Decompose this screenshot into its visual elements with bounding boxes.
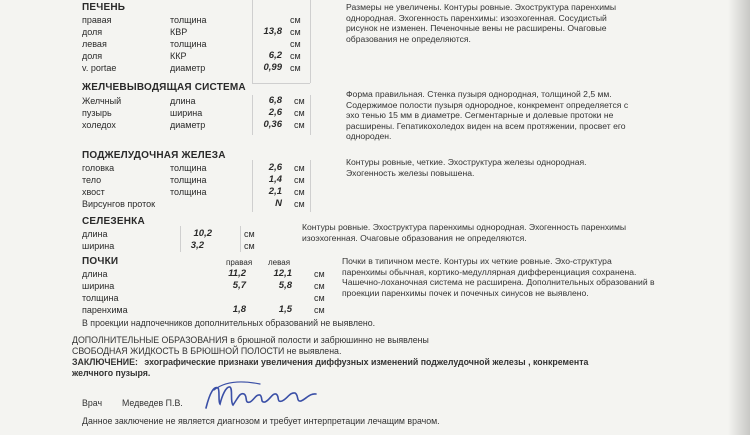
row-unit: см <box>294 120 305 130</box>
desc-line: Форма правильная. Стенка пузыря однородная, толщиной 2,5 мм. <box>346 89 612 99</box>
biliary-title: ЖЕЛЧЕВЫВОДЯЩАЯ СИСТЕМА <box>82 82 246 93</box>
row-param: диаметр <box>170 63 206 73</box>
grid-line <box>252 83 310 84</box>
pancreas-description <box>346 157 726 178</box>
row-value: 6,2 <box>268 50 282 61</box>
desc-line: изоэхогенная. Очаговые образования не определяются. <box>302 232 527 243</box>
row-name: правая <box>82 15 112 25</box>
adrenals-text: В проекции надпочечников дополнительных образований не выявлено. <box>82 318 376 328</box>
row-unit: см <box>314 305 325 315</box>
row-param: толщина <box>170 163 207 173</box>
row-unit: см <box>294 163 305 173</box>
row-unit: см <box>314 281 325 291</box>
row-param: толщина <box>170 39 207 49</box>
row-param: толщина <box>170 15 207 25</box>
kidneys-title: ПОЧКИ <box>82 256 119 267</box>
row-value: 0,99 <box>263 62 282 73</box>
spleen-table <box>82 229 262 253</box>
conclusion-text-2: желчного пузыря. <box>72 368 151 378</box>
row-value-left: 1,5 <box>278 304 292 315</box>
desc-line: однороден. <box>346 131 392 142</box>
row-name: головка <box>82 163 115 173</box>
row-value: 6,8 <box>268 95 282 106</box>
desc-line: Почки в типичном месте. Контуры их четкие ровные. Эхо-структура <box>342 256 612 266</box>
row-unit: см <box>294 187 305 197</box>
row-param: толщина <box>170 187 207 197</box>
row-value: 3,2 <box>190 240 204 251</box>
spleen-title: СЕЛЕЗЕНКА <box>82 216 145 227</box>
row-name: длина <box>82 229 108 239</box>
row-value: 2,6 <box>268 107 282 118</box>
row-unit: см <box>294 108 305 118</box>
row-param: длина <box>170 96 196 106</box>
biliary-table <box>82 96 312 132</box>
row-param: КВР <box>170 27 188 37</box>
row-value: 2,6 <box>268 162 282 173</box>
row-value-right: 5,7 <box>232 280 246 291</box>
row-unit: см <box>314 269 325 279</box>
signature-image <box>200 378 330 414</box>
kidneys-description <box>342 256 732 298</box>
row-name: доля <box>82 51 103 61</box>
pancreas-title: ПОДЖЕЛУДОЧНАЯ ЖЕЛЕЗА <box>82 150 226 161</box>
row-name: Вирсунгов проток <box>82 199 156 209</box>
row-name: v. portae <box>82 63 117 73</box>
row-name: тело <box>82 175 102 185</box>
row-unit: см <box>294 199 305 209</box>
row-unit: см <box>294 96 305 106</box>
page-edge-shadow <box>728 0 750 435</box>
kidneys-col-left: левая <box>268 258 291 267</box>
row-name: доля <box>82 27 103 37</box>
row-value: 1,4 <box>268 174 282 185</box>
row-unit: см <box>290 15 301 25</box>
row-value: N <box>275 198 282 209</box>
desc-line: Эхогенность железы повышена. <box>346 167 475 178</box>
conclusion-text: эхографические признаки увеличения диффузных изменений поджелудочной железы , конкремента <box>144 357 589 367</box>
signature-stroke <box>206 387 316 408</box>
row-name: паренхима <box>82 305 128 315</box>
row-name: ширина <box>82 281 115 291</box>
desc-line: Контуры ровные, четкие. Эхоструктура железы однородная. <box>346 157 587 167</box>
row-name: Желчный <box>82 96 122 106</box>
desc-line: расширены. Гепатикохоледох виден на всем протяжении, просвет его <box>346 120 626 131</box>
row-unit: см <box>290 51 301 61</box>
row-value: 13,8 <box>263 26 282 37</box>
row-unit: см <box>244 241 255 251</box>
row-name: длина <box>82 269 108 279</box>
row-unit: см <box>290 27 301 37</box>
conclusion <box>72 357 588 368</box>
extra-line-2: СВОБОДНАЯ ЖИДКОСТЬ В БРЮШНОЙ ПОЛОСТИ не выявлена. <box>72 346 342 356</box>
row-unit: см <box>290 63 301 73</box>
footer-note: Данное заключение не является диагнозом и требует интерпретации лечащим врачом. <box>82 416 440 426</box>
row-unit: см <box>294 175 305 185</box>
row-value: 0,36 <box>263 119 282 130</box>
conclusion-label: ЗАКЛЮЧЕНИЕ: <box>72 357 138 367</box>
spleen-description <box>302 222 722 243</box>
kidneys-table <box>82 269 332 317</box>
desc-line: рисунок не изменен. Печеночные вены не расширены. Очаговые <box>346 23 607 34</box>
row-value-left: 12,1 <box>273 268 292 279</box>
row-unit: см <box>244 229 255 239</box>
row-name: левая <box>82 39 107 49</box>
liver-title: ПЕЧЕНЬ <box>82 2 126 13</box>
desc-line: образования не определяются. <box>346 33 471 44</box>
row-value: 10,2 <box>193 228 212 239</box>
doctor-label: Врач <box>82 398 103 408</box>
desc-line: проекции паренхимы почек и почечных синусов не выявлено. <box>342 287 589 298</box>
desc-line: паренхимы обычная, кортико-медуллярная дифференциация сохранена. <box>342 266 637 277</box>
row-name: холедох <box>82 120 116 130</box>
row-param: диаметр <box>170 120 206 130</box>
desc-line: Чашечно-лоханочная система не расширена. Дополнительных образований в <box>342 277 655 288</box>
kidneys-col-right: правая <box>226 258 253 267</box>
row-name: толщина <box>82 293 119 303</box>
liver-table <box>82 15 312 77</box>
row-param: толщина <box>170 175 207 185</box>
doctor-name: Медведев П.В. <box>122 398 183 408</box>
desc-line: Размеры не увеличены. Контуры ровные. Эхоструктура паренхимы <box>346 2 617 12</box>
row-unit: см <box>314 293 325 303</box>
row-name: ширина <box>82 241 115 251</box>
row-value-right: 11,2 <box>228 268 246 279</box>
row-value-left: 5,8 <box>278 280 292 291</box>
desc-line: Контуры ровные. Эхоструктура паренхимы однородная. Эхогенность паренхимы <box>302 222 627 232</box>
extra-line-1: ДОПОЛНИТЕЛЬНЫЕ ОБРАЗОВАНИЯ в брюшной полости и забрюшинно не выявлены <box>72 335 429 345</box>
row-value: 2,1 <box>268 186 282 197</box>
pancreas-table <box>82 163 312 211</box>
row-param: ширина <box>170 108 203 118</box>
liver-description <box>346 2 726 44</box>
row-name: пузырь <box>82 108 112 118</box>
biliary-description <box>346 89 726 142</box>
desc-line: эхо тенью 15 мм в диаметре. Сегментарные и долевые протоки не <box>346 110 614 121</box>
row-unit: см <box>290 39 301 49</box>
row-name: хвост <box>82 187 105 197</box>
desc-line: Содержимое полости пузыря однородное, конкремент определяется с <box>346 99 629 110</box>
row-value-right: 1,8 <box>232 304 246 315</box>
row-param: ККР <box>170 51 187 61</box>
signature-flourish <box>214 382 260 390</box>
desc-line: однородная. Эхогенность паренхимы: изоэхогенная. Сосудистый <box>346 12 607 23</box>
